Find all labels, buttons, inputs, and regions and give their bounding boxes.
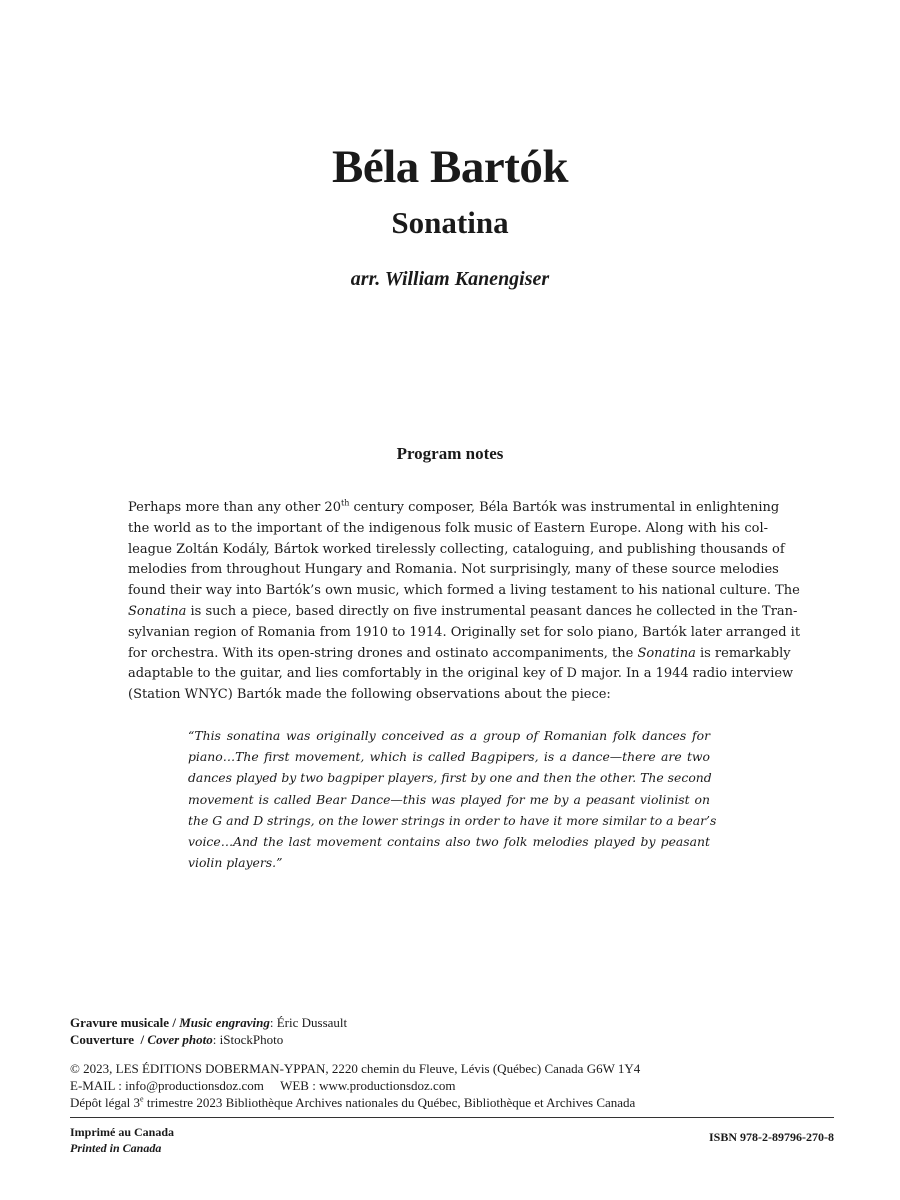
quote-line: violin players.” bbox=[188, 855, 283, 871]
body-line: Perhaps more than any other 20th century composer, Béla Bartók was instrumental in enlightening bbox=[128, 498, 780, 515]
printed-in bbox=[70, 1124, 174, 1156]
legal-block bbox=[70, 1060, 640, 1111]
program-notes-body bbox=[128, 498, 801, 706]
quote-line: piano…The first movement, which is called Bagpipers, is a dance—there are two bbox=[188, 749, 710, 765]
arranger-credit: arr. William Kanengiser bbox=[350, 268, 550, 290]
quote-line: “This sonatina was originally conceived as a group of Romanian folk dances for bbox=[188, 728, 710, 743]
quote-line: voice…And the last movement contains also two folk melodies played by peasant bbox=[188, 834, 710, 850]
quote-line: dances played by two bagpiper players, first by one and then the other. The second bbox=[188, 770, 712, 786]
isbn: ISBN 978-2-89796-270-8 bbox=[709, 1130, 834, 1144]
body-line: sylvanian region of Romania from 1910 to 1914. Originally set for solo piano, Bartók later arranged it bbox=[128, 624, 801, 640]
body-line: (Station WNYC) Bartók made the following observations about the piece: bbox=[128, 687, 611, 703]
credits-block bbox=[70, 1014, 347, 1048]
legal-deposit-line: Dépôt légal 3e trimestre 2023 Bibliothèque Archives nationales du Québec, Bibliothèque et Archives Canada bbox=[70, 1094, 636, 1110]
email-link[interactable]: info@productionsdoz.com bbox=[125, 1078, 264, 1093]
printed-fr: Imprimé au Canada bbox=[70, 1125, 175, 1139]
body-line: for orchestra. With its open-string drones and ostinato accompaniments, the Sonatina is remarkably bbox=[128, 645, 791, 661]
footer-divider bbox=[70, 1117, 834, 1118]
composer-title: Béla Bartók bbox=[331, 141, 569, 193]
body-line: the world as to the important of the indigenous folk music of Eastern Europe. Along with his col- bbox=[128, 520, 768, 536]
body-line: found their way into Bartók’s own music, which formed a living testament to his national culture. The bbox=[128, 583, 800, 599]
contact-line: E-MAIL : info@productionsdoz.com WEB : www.productionsdoz.com bbox=[70, 1078, 456, 1093]
program-notes-heading: Program notes bbox=[396, 444, 504, 463]
bartok-quote bbox=[188, 725, 717, 873]
body-line: adaptable to the guitar, and lies comfortably in the original key of D major. In a 1944 radio interview bbox=[128, 666, 794, 682]
copyright-line: © 2023, LES ÉDITIONS DOBERMAN-YPPAN, 2220 chemin du Fleuve, Lévis (Québec) Canada G6W 1Y4 bbox=[70, 1061, 641, 1076]
body-line: Sonatina is such a piece, based directly on five instrumental peasant dances he collected in the Tran- bbox=[128, 603, 798, 619]
quote-line: movement is called Bear Dance—this was played for me by a peasant violinist on bbox=[188, 791, 710, 807]
work-title: Sonatina bbox=[391, 205, 509, 240]
web-link[interactable]: www.productionsdoz.com bbox=[319, 1078, 456, 1093]
quote-line: the G and D strings, on the lower strings in order to have it more similar to a bear’s bbox=[188, 812, 717, 828]
body-line: melodies from throughout Hungary and Romania. Not surprisingly, many of these source melodies bbox=[128, 562, 779, 578]
body-line: league Zoltán Kodály, Bártok worked tirelessly collecting, cataloguing, and publishing thousands of bbox=[128, 541, 785, 557]
engraving-credit: Gravure musicale / Music engraving: Éric Dussault bbox=[70, 1015, 348, 1030]
cover-credit: Couverture / Cover photo: iStockPhoto bbox=[70, 1032, 284, 1047]
printed-en: Printed in Canada bbox=[70, 1141, 162, 1155]
